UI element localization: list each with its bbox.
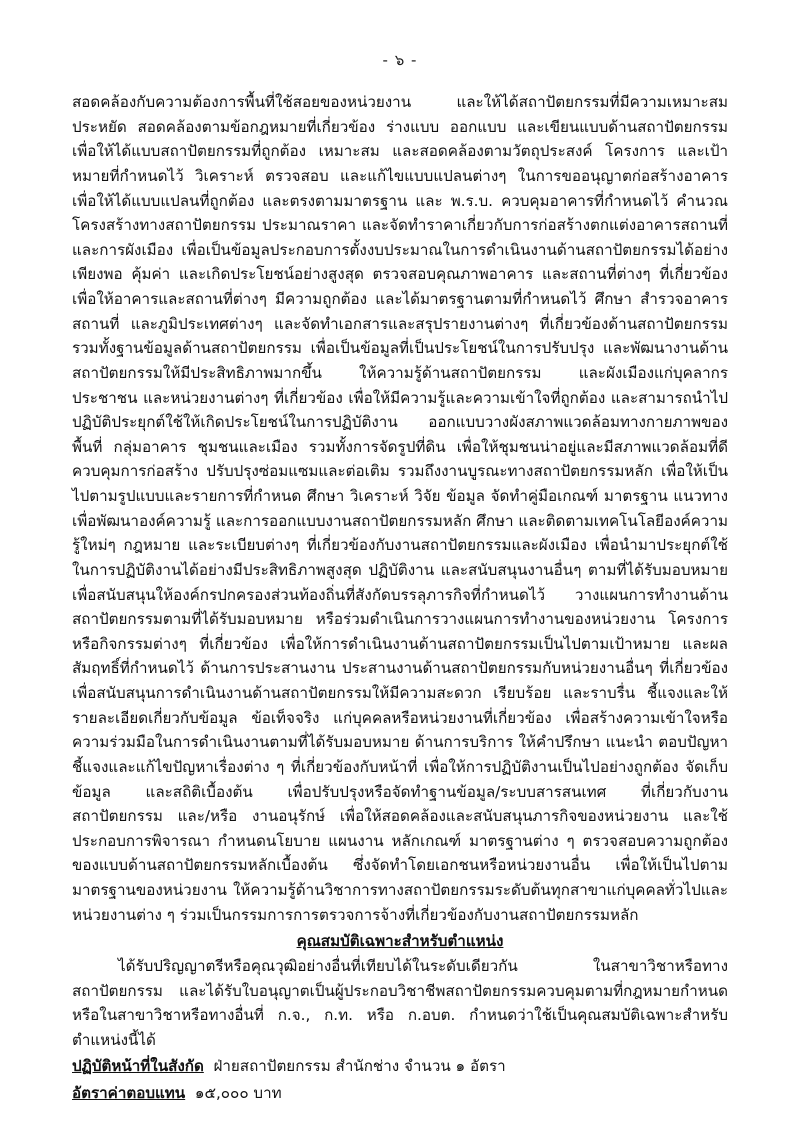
field-label-compensation: อัตราค่าตอบแทน: [72, 1084, 186, 1102]
qualification-heading: คุณสมบัติเฉพาะสำหรับตำแหน่ง: [296, 932, 504, 951]
field-row-assignment: [72, 1054, 728, 1079]
body-paragraph: สอดคล้องกับความต้องการพื้นที่ใช้สอยของหน่วยงาน และให้ได้สถาปัตยกรรมที่มีความเหมาะสม ประหยัด สอดคล้องตามข้อกฎหมายที่เกี่ยวข้อง ร่างแบบ ออกแบบ และเขียนแบบด้านสถาปัตยกรรม เพื่อให้ได้แบบสถาปัตยกรรมที่ถูกต้อง เหมาะสม และสอดคล้องตามวัตถุประสงค์ โครงการ และเป้าหมายที่กำหนดไว้ วิเคราะห์ ตรวจสอบ และแก้ไขแบบแปลนต่างๆ ในการขออนุญาตก่อสร้างอาคาร เพื่อให้ได้แบบแปลนที่ถูกต้อง และตรงตามมาตรฐาน และ พ.ร.บ. ควบคุมอาคารที่กำหนดไว้ คำนวณโครงสร้างทางสถาปัตยกรรม ประมาณราคา และจัดทำราคาเกี่ยวกับการก่อสร้างตกแต่งอาคารสถานที่ และการผังเมือง เพื่อเป็นข้อมูลประกอบการตั้งงบประมาณในการดำเนินงานด้านสถาปัตยกรรมได้อย่างเพียงพอ คุ้มค่า และเกิดประโยชน์อย่างสูงสุด ตรวจสอบคุณภาพอาคาร และสถานที่ต่างๆ ที่เกี่ยวข้อง เพื่อให้อาคารและสถานที่ต่างๆ มีความถูกต้อง และได้มาตรฐานตามที่กำหนดไว้ ศึกษา สำรวจอาคาร สถานที่ และภูมิประเทศต่างๆ และจัดทำเอกสารและสรุปรายงานต่างๆ ที่เกี่ยวข้องด้านสถาปัตยกรรม รวมทั้งฐานข้อมูลด้านสถาปัตยกรรม เพื่อเป็นข้อมูลที่เป็นประโยชน์ในการปรับปรุง และพัฒนางานด้านสถาปัตยกรรมให้มีประสิทธิภาพมากขึ้น ให้ความรู้ด้านสถาปัตยกรรม และผังเมืองแก่บุคลากร ประชาชน และหน่วยงานต่างๆ ที่เกี่ยวข้อง เพื่อให้มีความรู้และความเข้าใจที่ถูกต้อง และสามารถนำไปปฏิบัติประยุกต์ใช้ให้เกิดประโยชน์ในการปฏิบัติงาน ออกแบบวางผังสภาพแวดล้อมทางกายภาพของพื้นที่ กลุ่มอาคาร ชุมชนและเมือง รวมทั้งการจัดรูปที่ดิน เพื่อให้ชุมชนน่าอยู่และมีสภาพแวดล้อมที่ดี ควบคุมการก่อสร้าง ปรับปรุงซ่อมแซมและต่อเติม รวมถึงงานบูรณะทางสถาปัตยกรรมหลัก เพื่อให้เป็นไปตามรูปแบบและรายการที่กำหนด ศึกษา วิเคราะห์ วิจัย ข้อมูล จัดทำคู่มือเกณฑ์ มาตรฐาน แนวทาง เพื่อพัฒนาองค์ความรู้ และการออกแบบงานสถาปัตยกรรมหลัก ศึกษา และติดตามเทคโนโลยีองค์ความรู้ใหม่ๆ กฎหมาย และระเบียบต่างๆ ที่เกี่ยวข้องกับงานสถาปัตยกรรมและผังเมือง เพื่อนำมาประยุกต์ใช้ในการปฏิบัติงานได้อย่างมีประสิทธิภาพสูงสุด ปฏิบัติงาน และสนับสนุนงานอื่นๆ ตามที่ได้รับมอบหมาย เพื่อสนับสนุนให้องค์กรปกครองส่วนท้องถิ่นที่สังกัดบรรลุภารกิจที่กำหนดไว้ วางแผนการทำงานด้านสถาปัตยกรรมตามที่ได้รับมอบหมาย หรือร่วมดำเนินการวางแผนการทำงานของหน่วยงาน โครงการ หรือกิจกรรมต่างๆ ที่เกี่ยวข้อง เพื่อให้การดำเนินงานด้านสถาปัตยกรรมเป็นไปตามเป้าหมาย และผลสัมฤทธิ์ที่กำหนดไว้ ด้านการประสานงาน ประสานงานด้านสถาปัตยกรรมกับหน่วยงานอื่นๆ ที่เกี่ยวข้อง เพื่อสนับสนุนการดำเนินงานด้านสถาปัตยกรรมให้มีความสะดวก เรียบร้อย และราบรื่น ชี้แจงและให้รายละเอียดเกี่ยวกับข้อมูล ข้อเท็จจริง แก่บุคคลหรือหน่วยงานที่เกี่ยวข้อง เพื่อสร้างความเข้าใจหรือความร่วมมือในการดำเนินงานตามที่ได้รับมอบหมาย ด้านการบริการ ให้คำปรึกษา แนะนำ ตอบปัญหาชี้แจงและแก้ไขปัญหาเรื่องต่าง ๆ ที่เกี่ยวข้องกับหน้าที่ เพื่อให้การปฏิบัติงานเป็นไปอย่างถูกต้อง จัดเก็บข้อมูล และสถิติเบื้องต้น เพื่อปรับปรุงหรือจัดทำฐานข้อมูล/ระบบสารสนเทศ ที่เกี่ยวกับงานสถาปัตยกรรม และ/หรือ งานอนุรักษ์ เพื่อให้สอดคล้องและสนับสนุนภารกิจของหน่วยงาน และใช้ประกอบการพิจารณา กำหนดนโยบาย แผนงาน หลักเกณฑ์ มาตรฐานต่าง ๆ ตรวจสอบความถูกต้องของแบบด้านสถาปัตยกรรมหลักเบื้องต้น ซึ่งจัดทำโดยเอกชนหรือหน่วยงานอื่น เพื่อให้เป็นไปตามมาตรฐานของหน่วยงาน ให้ความรู้ด้านวิชาการทางสถาปัตยกรรมระดับต้นทุกสาขาแก่บุคคลทั่วไปและหน่วยงานต่าง ๆ ร่วมเป็นกรรมการการตรวจการจ้างที่เกี่ยวข้องกับงานสถาปัตยกรรมหลัก: [72, 93, 728, 924]
field-label-assignment: ปฏิบัติหน้าที่ในสังกัด: [72, 1057, 204, 1076]
field-value-compensation: ๑๕,๐๐๐ บาท: [194, 1084, 282, 1102]
qualification-paragraph: ได้รับปริญญาตรีหรือคุณวุฒิอย่างอื่นที่เทียบได้ในระดับเดียวกัน ในสาขาวิชาหรือทางสถาปัตยกรรม และได้รับใบอนุญาตเป็นผู้ประกอบวิชาชีพสถาปัตยกรรมควบคุมตามที่กฎหมายกำหนด หรือในสาขาวิชาหรือทางอื่นที่ ก.จ., ก.ท. หรือ ก.อบต. กำหนดว่าใช้เป็นคุณสมบัติเฉพาะสำหรับตำแหน่งนี้ได้: [72, 956, 728, 1049]
field-row-compensation: [72, 1081, 728, 1106]
document-content: [0, 72, 800, 1106]
field-value-assignment: ฝ่ายสถาปัตยกรรม สำนักช่าง จำนวน ๑ อัตรา: [213, 1057, 506, 1076]
page-number: - ๖ -: [382, 51, 418, 69]
qualification-heading-row: [72, 929, 728, 954]
field-value-compensation-spacer: [185, 1084, 195, 1102]
